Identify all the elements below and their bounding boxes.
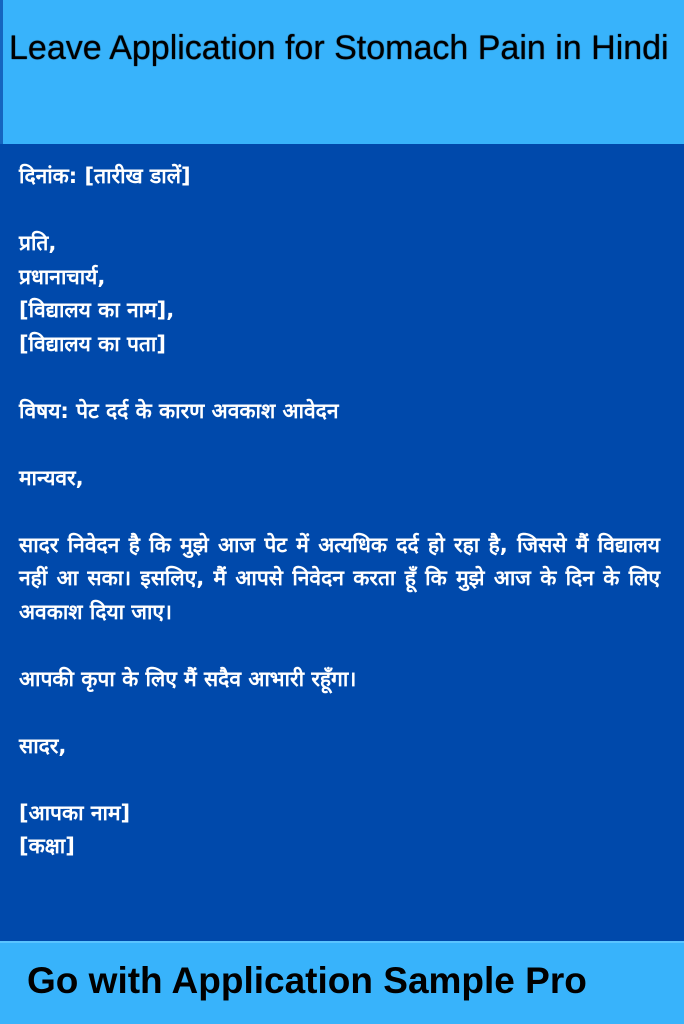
letter-closing: सादर, — [19, 733, 67, 758]
letter-date: दिनांक: [तारीख डालें] — [19, 164, 191, 188]
footer-banner — [0, 941, 684, 1024]
letter-school-name: [विद्यालय का नाम], — [19, 298, 175, 322]
letter-your-name: [आपका नाम] — [19, 800, 131, 825]
spacer — [19, 428, 660, 462]
footer-brand: Go with Application Sample Pro — [27, 960, 587, 1001]
spacer — [19, 763, 660, 797]
letter-class: [कक्षा] — [19, 834, 75, 858]
page-title: Leave Application for Stomach Pain in Hindi — [9, 29, 669, 67]
letter-to: प्रति, — [19, 231, 57, 255]
letter-body: सादर निवेदन है कि मुझे आज पेट में अत्यधिक दर्द हो रहा है, जिससे मैं विद्यालय नहीं आ सका। इसलिए, मैं आपसे निवेदन करता हूँ कि मुझे आज के दिन के लिए अवकाश दिया जाए। — [19, 532, 660, 624]
letter-salutation: मान्यवर, — [19, 465, 84, 490]
letter-panel — [0, 144, 684, 941]
spacer — [19, 696, 660, 730]
spacer — [19, 194, 660, 228]
letter-subject: विषय: पेट दर्द के कारण अवकाश आवेदन — [19, 398, 339, 423]
letter-school-address: [विद्यालय का पता] — [19, 331, 166, 356]
spacer — [19, 361, 660, 395]
spacer — [19, 495, 660, 529]
letter-thanks: आपकी कृपा के लिए मैं सदैव आभारी रहूँगा। — [19, 666, 357, 691]
spacer — [19, 629, 660, 663]
letter-recipient: प्रधानाचार्य, — [19, 264, 106, 289]
header-banner — [0, 0, 684, 144]
